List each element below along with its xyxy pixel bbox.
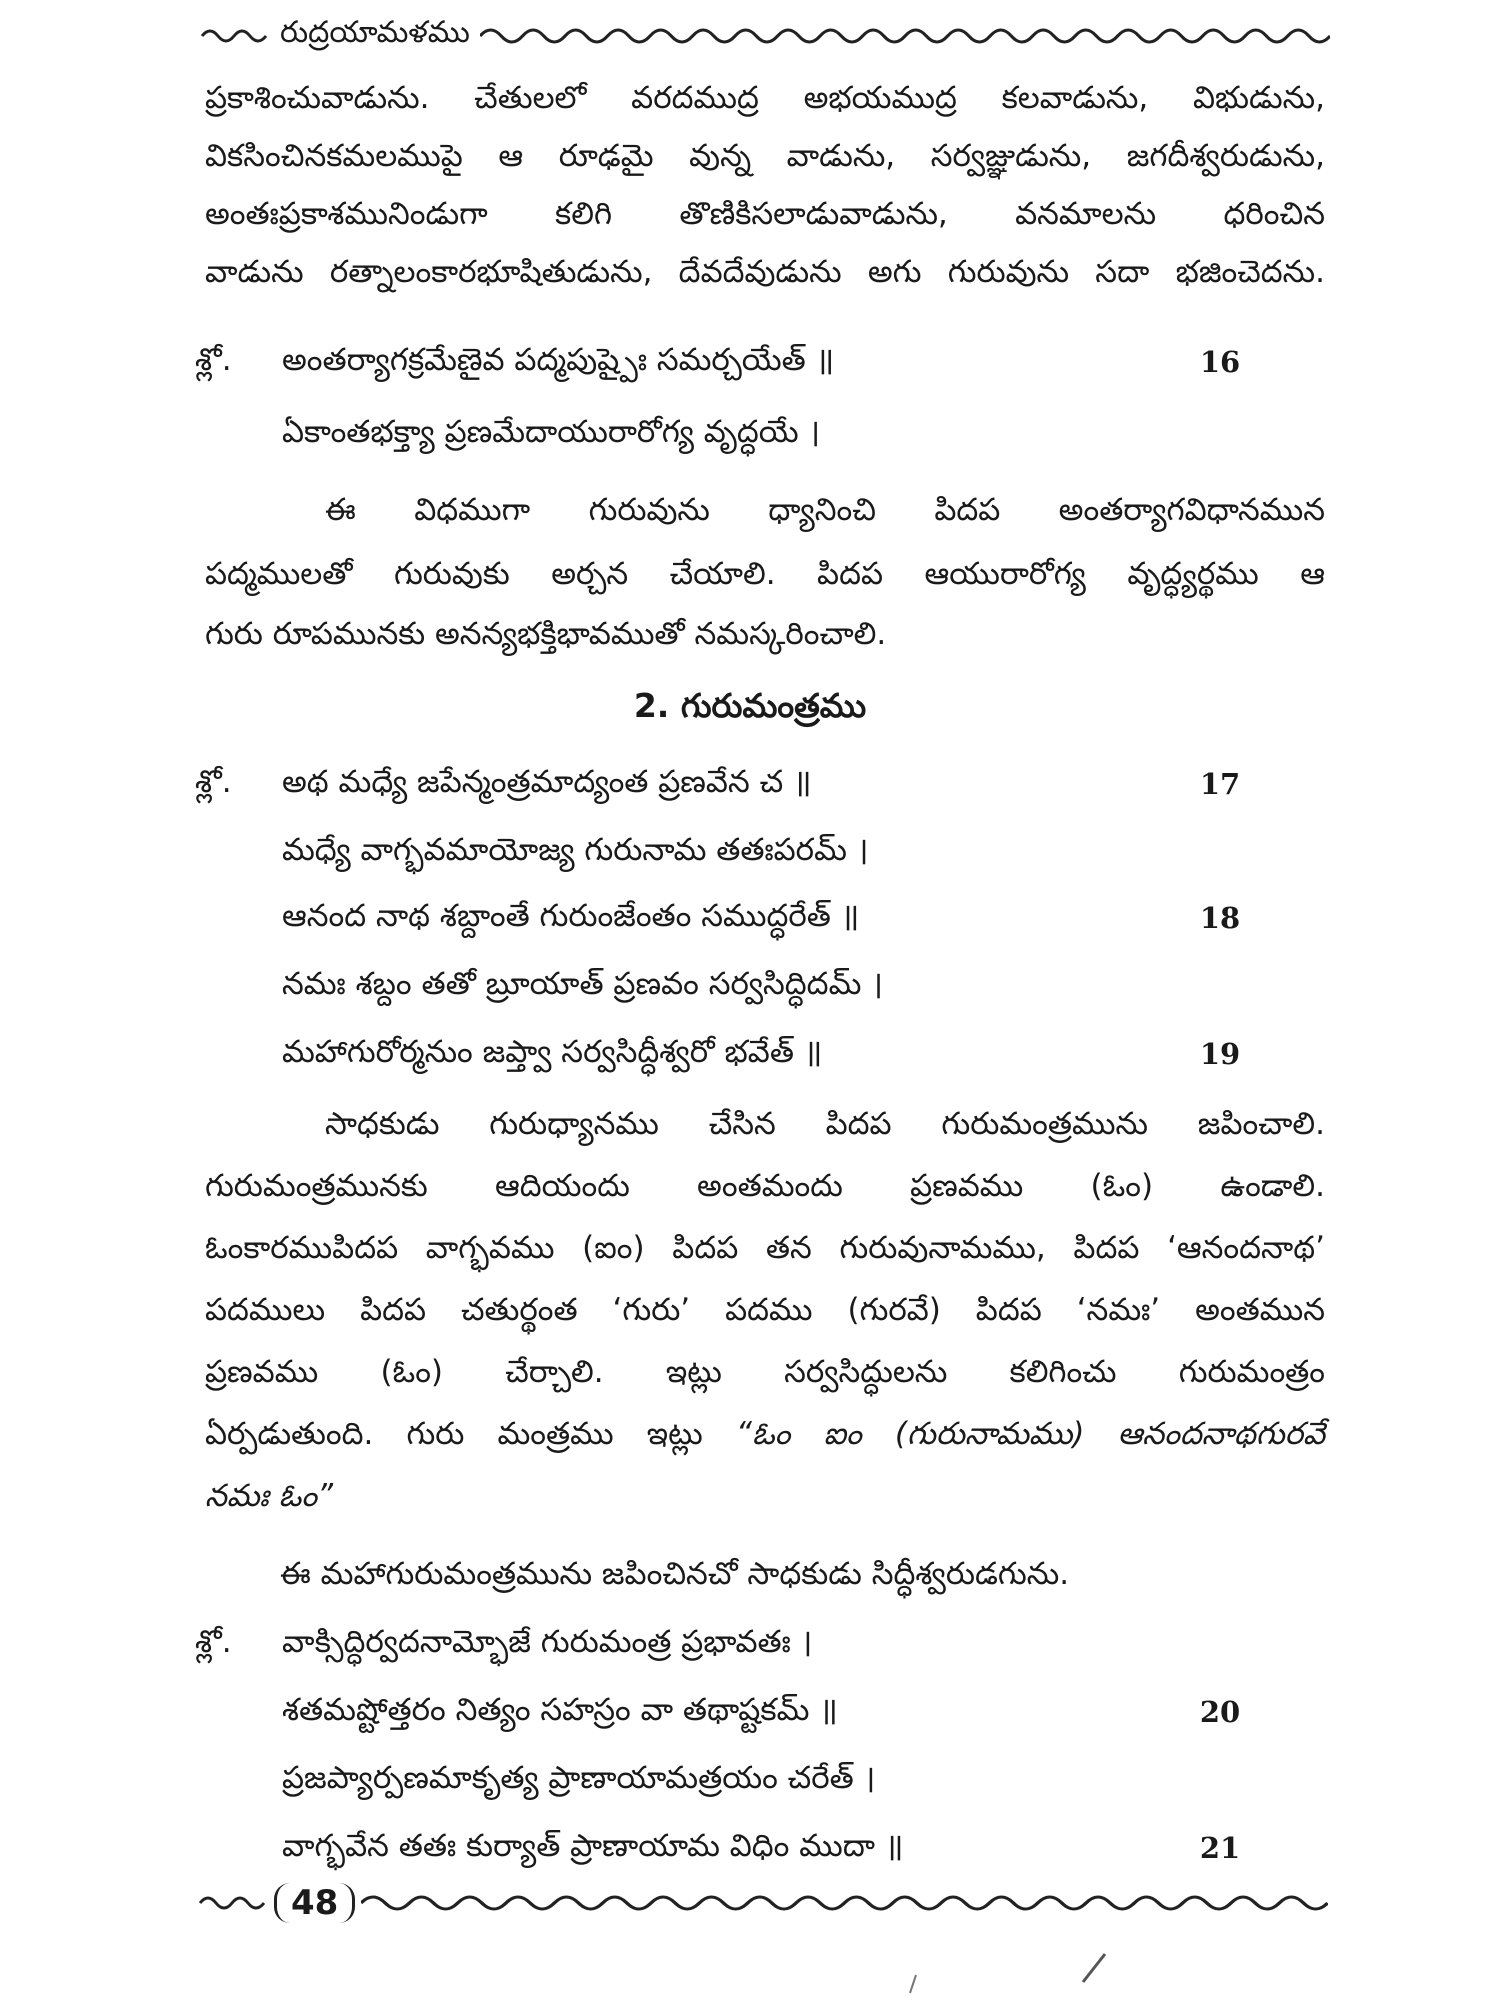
para1-line3: అంతఃప్రకాశమునిండుగా కలిగి తొణికిసలాడువాడును, వనమాలను ధరించిన <box>205 196 1325 232</box>
running-header <box>200 8 1330 64</box>
para3-line1: సాధకుడు గురుధ్యానము చేసిన పిదప గురుమంత్రమును జపించాలి. <box>325 1106 1325 1142</box>
para3-line5: ప్రణవము (ఓం) చేర్చాలి. ఇట్లు సర్వసిద్ధులను కలిగించు గురుమంత్రం <box>205 1354 1325 1390</box>
verse17-line2: మధ్యే వాగ్భవమాయోజ్య గురునామ తతఃపరమ్ । <box>282 832 869 868</box>
verse20-line1: వాక్సిద్ధిర్వదనామ్భోజే గురుమంత్ర ప్రభావతః । <box>282 1624 813 1660</box>
verse19-line2: మహాగురోర్మనుం జప్త్వా సర్వసిద్ధీశ్వరో భవేత్ ॥ <box>282 1034 823 1070</box>
page-footer <box>198 1875 1328 1931</box>
para4-line1: ఈ మహాగురుమంత్రమును జపించినచో సాధకుడు సిద్ధీశ్వరుడగును. <box>280 1556 1070 1592</box>
verse-label: శ్లో. <box>195 1624 232 1660</box>
verse20-line2: శతమష్టోత్తరం నిత్యం సహస్రం వా తథాష్టకమ్ ॥ <box>282 1692 838 1728</box>
para2-line3: గురు రూపమునకు అనన్యభక్తిభావముతో నమస్కరించాలి. <box>205 616 887 652</box>
para1-line1: ప్రకాశించువాడును. చేతులలో వరదముద్ర అభయముద్ర కలవాడును, విభుడును, <box>205 80 1325 116</box>
verse19-line1: నమః శబ్దం తతో బ్రూయాత్ ప్రణవం సర్వసిద్ధిదమ్ । <box>282 966 883 1002</box>
para3-line2: గురుమంత్రమునకు ఆదియందు అంతమందు ప్రణవము (ఓం) ఉండాలి. <box>205 1168 1325 1204</box>
verse-number-19: 19 <box>1199 1037 1241 1071</box>
section-heading: 2. గురుమంత్రము <box>633 686 867 725</box>
mantra-quote: “ఓం ఐం (గురునామము) ఆనందనాథగురవే <box>735 1416 1326 1452</box>
verse-number-17: 17 <box>1199 767 1241 801</box>
verse-number-16: 16 <box>1199 345 1241 379</box>
verse16-line2: ఏకాంతభక్త్యా ప్రణమేదాయురారోగ్య వృద్ధయే । <box>282 414 821 450</box>
header-title: రుద్రయామళము <box>280 15 470 50</box>
footer-ornament-right <box>361 1888 1328 1918</box>
verse-number-18: 18 <box>1199 901 1241 935</box>
para3-line6-text: ఏర్పడుతుంది. గురు మంత్రము ఇట్లు <box>205 1416 703 1452</box>
para1-line4: వాడును రత్నాలంకారభూషితుడును, దేవదేవుడును అగు గురువును సదా భజించెదను. <box>205 254 1325 290</box>
para2-line2: పద్మములతో గురువుకు అర్చన చేయాలి. పిదప ఆయురారోగ్య వృద్ధ్యర్థము ఆ <box>205 556 1325 592</box>
page-number: 48 <box>274 1883 355 1923</box>
verse16-line1: అంతర్యాగక్రమేణైవ పద్మపుష్పైః సమర్చయేత్ ॥ <box>282 342 835 378</box>
verse17-line1: అథ మధ్యే జపేన్మంత్రమాద్యంత ప్రణవేన చ ॥ <box>282 764 812 800</box>
para3-line3: ఓంకారముపిదప వాగ్భవము (ఐం) పిదప తన గురువునామము, పిదప ‘ఆనందనాథ’ <box>205 1230 1325 1266</box>
mantra-quote-end: నమః ఓం” <box>205 1478 334 1514</box>
footer-ornament-left <box>198 1888 268 1918</box>
verse21-line1: ప్రజప్యార్పణమాకృత్య ప్రాణాయామత్రయం చరేత్ । <box>282 1760 876 1796</box>
para2-line1: ఈ విధముగా గురువును ధ్యానించి పిదప అంతర్యాగవిధానమున <box>325 492 1325 528</box>
paper-mark <box>900 1965 930 1995</box>
verse-label: శ్లో. <box>195 764 232 800</box>
header-ornament-left <box>200 21 270 51</box>
para3-line6 <box>205 1414 1325 1454</box>
verse18-line1: ఆనంద నాథ శబ్దాంతే గురుంజేంతం సముద్ధరేత్ ॥ <box>282 898 860 934</box>
para3-line4: పదములు పిదప చతుర్థంత ‘గురు’ పదము (గురవే) పిదప ‘నమః’ అంతమున <box>205 1292 1325 1328</box>
para1-line2: వికసించినకమలముపై ఆ రూఢమై వున్న వాడును, సర్వజ్ఞుడును, జగదీశ్వరుడును, <box>205 138 1325 174</box>
verse-number-20: 20 <box>1199 1695 1241 1729</box>
verse-number-21: 21 <box>1199 1831 1241 1865</box>
verse-label: శ్లో. <box>195 342 232 378</box>
paper-mark <box>1075 1948 1115 1988</box>
verse21-line2: వాగ్భవేన తతః కుర్యాత్ ప్రాణాయామ విధిం ముదా ॥ <box>282 1828 904 1864</box>
header-ornament-right <box>480 21 1330 51</box>
